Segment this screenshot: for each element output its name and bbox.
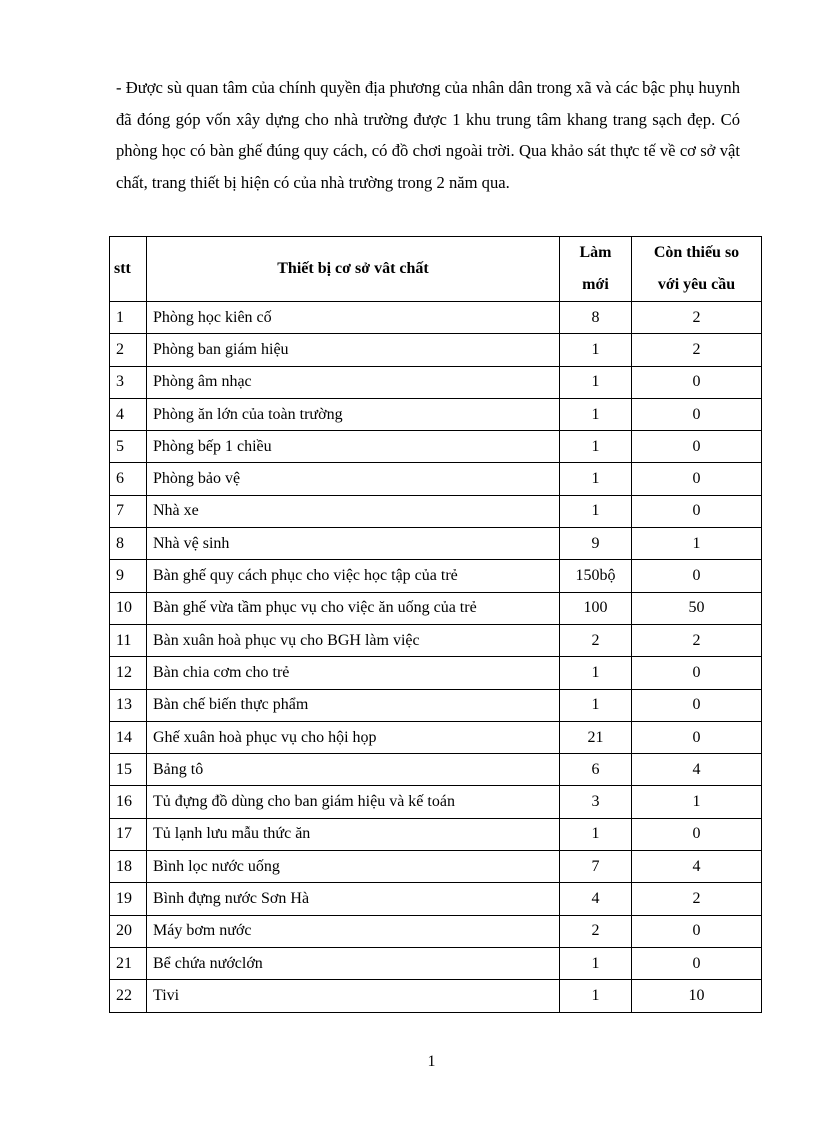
cell-equipment-name: Bình lọc nước uống [147,851,560,883]
cell-equipment-name: Máy bơm nước [147,915,560,947]
cell-stt: 9 [110,560,147,592]
intro-paragraph: - Được sù quan tâm của chính quyền địa phương của nhân dân trong xã và các bậc phụ huynh đã đóng góp vốn xây dựng cho nhà trường được 1 khu trung tâm khang trang sạch đẹp. Có phòng học có bàn ghế đúng quy cách, có đồ chơi ngoài trời. Qua khảo sát thực tế về cơ sở vật chất, trang thiết bị hiện có của nhà trường trong 2 năm qua. [116,78,740,192]
cell-equipment-name: Bảng tô [147,754,560,786]
cell-missing-count: 0 [632,495,762,527]
cell-missing-count: 2 [632,302,762,334]
cell-new-count: 1 [560,366,632,398]
cell-missing-count: 2 [632,334,762,366]
cell-missing-count: 50 [632,592,762,624]
cell-stt: 12 [110,657,147,689]
cell-missing-count: 2 [632,624,762,656]
cell-new-count: 1 [560,980,632,1012]
header-missing [632,237,762,302]
facilities-table [109,236,762,1013]
cell-new-count: 21 [560,721,632,753]
cell-stt: 15 [110,754,147,786]
table-row [110,560,762,592]
cell-missing-count: 0 [632,818,762,850]
cell-stt: 19 [110,883,147,915]
table-row [110,980,762,1012]
table-row [110,592,762,624]
cell-equipment-name: Phòng bảo vệ [147,463,560,495]
cell-new-count: 150bộ [560,560,632,592]
intro-paragraph-block [116,72,740,198]
cell-equipment-name: Phòng bếp 1 chiều [147,431,560,463]
cell-stt: 20 [110,915,147,947]
cell-missing-count: 0 [632,366,762,398]
cell-missing-count: 1 [632,528,762,560]
cell-stt: 16 [110,786,147,818]
table-row [110,431,762,463]
cell-equipment-name: Phòng ăn lớn của toàn trường [147,398,560,430]
cell-stt: 1 [110,302,147,334]
cell-equipment-name: Bàn ghế quy cách phục cho việc học tập của trẻ [147,560,560,592]
cell-missing-count: 0 [632,689,762,721]
cell-new-count: 6 [560,754,632,786]
cell-stt: 2 [110,334,147,366]
cell-stt: 6 [110,463,147,495]
cell-equipment-name: Nhà vệ sinh [147,528,560,560]
header-new [560,237,632,302]
table-body [110,302,762,1013]
cell-missing-count: 2 [632,883,762,915]
cell-equipment-name: Bình đựng nước Sơn Hà [147,883,560,915]
cell-new-count: 1 [560,463,632,495]
cell-equipment-name: Bàn chế biến thực phẩm [147,689,560,721]
cell-new-count: 1 [560,657,632,689]
cell-stt: 21 [110,947,147,979]
cell-new-count: 2 [560,624,632,656]
cell-missing-count: 0 [632,463,762,495]
cell-missing-count: 0 [632,398,762,430]
cell-stt: 10 [110,592,147,624]
cell-stt: 17 [110,818,147,850]
cell-stt: 7 [110,495,147,527]
cell-stt: 5 [110,431,147,463]
cell-equipment-name: Tủ lạnh lưu mẫu thức ăn [147,818,560,850]
cell-new-count: 4 [560,883,632,915]
cell-equipment-name: Nhà xe [147,495,560,527]
cell-new-count: 7 [560,851,632,883]
cell-missing-count: 4 [632,754,762,786]
table-row [110,915,762,947]
cell-equipment-name: Tivi [147,980,560,1012]
cell-missing-count: 0 [632,947,762,979]
table-row [110,657,762,689]
table-row [110,528,762,560]
table-row [110,786,762,818]
table-row [110,689,762,721]
cell-new-count: 100 [560,592,632,624]
cell-equipment-name: Phòng học kiên cố [147,302,560,334]
cell-new-count: 1 [560,334,632,366]
cell-stt: 11 [110,624,147,656]
table-row [110,624,762,656]
cell-new-count: 1 [560,495,632,527]
cell-new-count: 9 [560,528,632,560]
cell-missing-count: 0 [632,721,762,753]
page-number: 1 [427,1053,436,1070]
cell-stt: 18 [110,851,147,883]
table-row [110,754,762,786]
cell-stt: 8 [110,528,147,560]
table-row [110,818,762,850]
cell-equipment-name: Bàn xuân hoà phục vụ cho BGH làm việc [147,624,560,656]
cell-stt: 13 [110,689,147,721]
cell-missing-count: 4 [632,851,762,883]
table-row [110,463,762,495]
cell-missing-count: 10 [632,980,762,1012]
table-row [110,495,762,527]
cell-new-count: 3 [560,786,632,818]
cell-new-count: 1 [560,398,632,430]
cell-stt: 4 [110,398,147,430]
cell-missing-count: 0 [632,657,762,689]
cell-equipment-name: Bàn chia cơm cho trẻ [147,657,560,689]
cell-equipment-name: Tủ đựng đồ dùng cho ban giám hiệu và kế toán [147,786,560,818]
header-missing-line2: với yêu cầu [657,276,736,293]
cell-stt: 14 [110,721,147,753]
header-stt: stt [110,237,147,302]
table-row [110,883,762,915]
table-row [110,334,762,366]
table-header-row [110,237,762,302]
cell-equipment-name: Bể chứa nướclớn [147,947,560,979]
cell-new-count: 2 [560,915,632,947]
cell-new-count: 1 [560,818,632,850]
cell-missing-count: 1 [632,786,762,818]
cell-new-count: 1 [560,689,632,721]
table-row [110,366,762,398]
table-row [110,302,762,334]
header-missing-line1: Còn thiếu so [653,244,740,261]
cell-missing-count: 0 [632,915,762,947]
cell-equipment-name: Ghế xuân hoà phục vụ cho hội họp [147,721,560,753]
cell-stt: 22 [110,980,147,1012]
table-row [110,851,762,883]
header-equipment: Thiết bị cơ sở vât chất [147,237,560,302]
cell-missing-count: 0 [632,560,762,592]
table-row [110,398,762,430]
cell-missing-count: 0 [632,431,762,463]
cell-stt: 3 [110,366,147,398]
table-row [110,721,762,753]
cell-new-count: 1 [560,431,632,463]
cell-equipment-name: Bàn ghế vừa tầm phục vụ cho việc ăn uống của trẻ [147,592,560,624]
cell-new-count: 1 [560,947,632,979]
header-new-line1: Làm [579,244,612,261]
cell-equipment-name: Phòng âm nhạc [147,366,560,398]
cell-equipment-name: Phòng ban giám hiệu [147,334,560,366]
cell-new-count: 8 [560,302,632,334]
header-new-line2: mới [582,276,609,293]
table-row [110,947,762,979]
